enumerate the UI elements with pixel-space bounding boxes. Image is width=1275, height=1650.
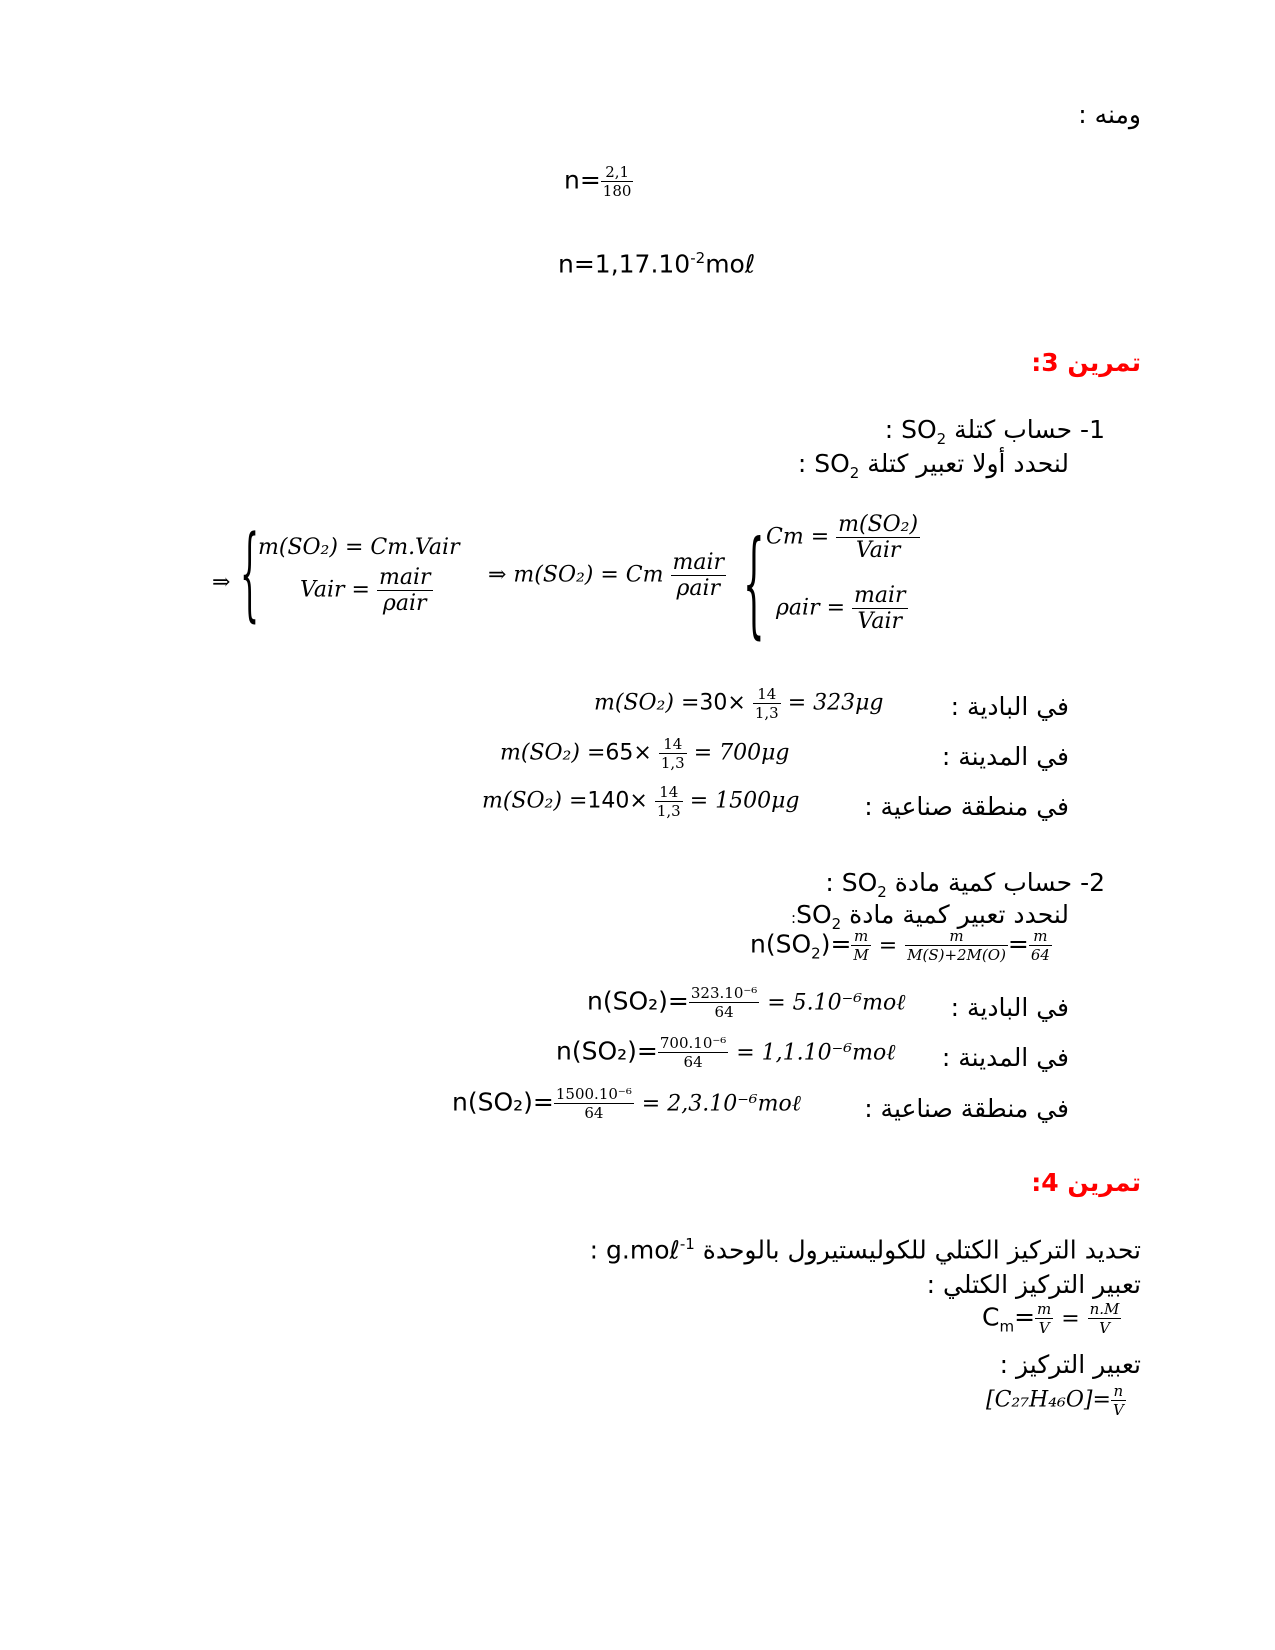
right-brace: { bbox=[743, 517, 765, 653]
exercise-3-title: تمرين 3: bbox=[1031, 348, 1141, 377]
n-result-exp: -2 bbox=[690, 249, 706, 267]
mole-den: 64 bbox=[584, 1104, 604, 1122]
mass-fraction bbox=[659, 735, 687, 772]
intro-text: ومنه : bbox=[1078, 100, 1141, 129]
cm-expression: $C_m=$ $\frac{m}{V}$ = $\frac{n.M}{V}$ bbox=[982, 1300, 1120, 1337]
mole-den: 64 bbox=[714, 1003, 734, 1021]
n-fraction-lhs: n= bbox=[564, 165, 601, 195]
conc-num: n bbox=[1111, 1382, 1126, 1401]
r2-den: Vair bbox=[857, 609, 903, 634]
mole-label-city: في المدينة : bbox=[941, 1043, 1069, 1072]
exercise-4-title: تمرين 4: bbox=[1031, 1168, 1141, 1197]
r2-lhs: ρair = bbox=[776, 595, 846, 621]
mass-coef: 30× bbox=[699, 690, 746, 716]
q2-end: : bbox=[825, 868, 842, 897]
system-mid bbox=[488, 550, 726, 601]
ex3-question-2 bbox=[825, 868, 1105, 901]
ex4-line1-end: : bbox=[589, 1235, 607, 1265]
ex4-line-1 bbox=[590, 1235, 1141, 1264]
mass-lhs: m(SO₂) = bbox=[482, 788, 588, 814]
r1-num: m(SO₂) bbox=[838, 512, 919, 537]
mole-formula-desert bbox=[587, 984, 905, 1021]
mass-num: 14 bbox=[655, 783, 683, 802]
mid-fraction bbox=[671, 550, 727, 601]
r2-num: mair bbox=[854, 583, 906, 608]
mole-formula-industrial bbox=[452, 1085, 801, 1122]
q1-text: 1- حساب كتلة SO bbox=[901, 415, 1105, 444]
cm-eq: = bbox=[1014, 1302, 1036, 1332]
mole-num: 323.10⁻⁶ bbox=[690, 984, 758, 1002]
mass-label-desert: في البادية : bbox=[950, 692, 1069, 721]
mass-den: 1,3 bbox=[656, 802, 681, 820]
ex4-line-3: تعبير التركيز : bbox=[999, 1350, 1141, 1379]
system-arrow: ⇒ bbox=[212, 570, 231, 595]
n-result-main: n=1,17.10 bbox=[558, 249, 691, 279]
r1-fraction bbox=[836, 512, 920, 563]
mole-fraction bbox=[658, 1034, 728, 1071]
n-fraction-formula bbox=[564, 163, 633, 200]
q2-f2-num: m bbox=[905, 927, 1008, 946]
mole-fraction bbox=[554, 1085, 634, 1122]
mole-num: 1500.10⁻⁶ bbox=[555, 1085, 632, 1103]
mass-formula-desert bbox=[594, 685, 884, 722]
mass-label-city: في المدينة : bbox=[941, 742, 1069, 771]
system-r2 bbox=[776, 583, 908, 634]
q1-sub: 2 bbox=[936, 430, 947, 448]
mass-formula-city bbox=[500, 735, 790, 772]
q2-f1-num: m bbox=[851, 927, 870, 946]
cm-lhs: C bbox=[982, 1302, 1000, 1332]
mass-result: = 700μg bbox=[693, 740, 790, 766]
r2-fraction bbox=[852, 583, 908, 634]
q2-f2-den: M(S)+2M(O) bbox=[907, 946, 1006, 964]
mole-den: 64 bbox=[683, 1053, 703, 1071]
q2-text: 2- حساب كمية مادة SO bbox=[841, 868, 1105, 897]
eq2-fraction bbox=[377, 565, 433, 616]
cm-lhs-sub: m bbox=[999, 1317, 1015, 1336]
mole-result: = 2,3.10⁻⁶moℓ bbox=[641, 1091, 801, 1117]
mole-num: 700.10⁻⁶ bbox=[659, 1034, 727, 1052]
cm-fraction-2 bbox=[1088, 1300, 1122, 1337]
mole-formula-city bbox=[556, 1034, 895, 1071]
ex4-line-2: تعبير التركيز الكتلي : bbox=[926, 1270, 1141, 1299]
ex3-question-1 bbox=[885, 415, 1105, 448]
mid-lhs: ⇒ m(SO₂) = Cm bbox=[488, 562, 664, 588]
r1-den: Vair bbox=[855, 538, 901, 563]
ex4-line1-text: تحديد التركيز الكتلي للكوليستيرول بالوحدة g.moℓ bbox=[606, 1235, 1141, 1265]
left-brace: { bbox=[240, 516, 260, 635]
system-eq2 bbox=[300, 565, 433, 616]
mole-result: = 5.10⁻⁶moℓ bbox=[767, 990, 906, 1016]
mass-fraction bbox=[753, 685, 781, 722]
conc-lhs: [C₂₇H₄₆O]= bbox=[986, 1387, 1111, 1413]
mole-lhs: n(SO₂)= bbox=[556, 1036, 658, 1066]
mass-den: 1,3 bbox=[660, 754, 685, 772]
q2-f3-num: m bbox=[1029, 927, 1052, 946]
mass-lhs: m(SO₂) = bbox=[594, 690, 700, 716]
q2-f1-den: M bbox=[853, 946, 869, 964]
q2-intro-text: لنحدد تعبير كمية مادة SO bbox=[796, 900, 1069, 929]
mole-fraction bbox=[689, 984, 759, 1021]
system-eq1: m(SO₂) = Cm.Vair bbox=[258, 535, 460, 560]
q2-expr-lhs-end: )= bbox=[820, 929, 852, 959]
q2-expr-sub: 2 bbox=[811, 944, 821, 963]
n-result bbox=[558, 249, 755, 278]
eq2-den: ρair bbox=[382, 591, 427, 616]
mass-num: 14 bbox=[753, 685, 781, 704]
system-r1 bbox=[766, 512, 920, 563]
eq2-num: mair bbox=[378, 565, 431, 590]
mole-label-industrial: في منطقة صناعية : bbox=[864, 1094, 1069, 1123]
q2-frac-3 bbox=[1029, 927, 1052, 964]
q2-expression: $n(SO_2)=$ $\frac{m}{M}$ = $\frac{m}{M(S)+2M(O)}$ = $\frac{m}{64}$ bbox=[750, 927, 1050, 964]
cm-fraction-1 bbox=[1035, 1300, 1053, 1337]
mass-coef: 65× bbox=[605, 740, 652, 766]
r1-lhs: Cm = bbox=[766, 524, 830, 550]
q2-expr-lhs: n(SO bbox=[750, 929, 812, 959]
mass-result: = 1500μg bbox=[689, 788, 800, 814]
cm-f2-num: n.M bbox=[1089, 1300, 1120, 1318]
ex4-line1-sup: -1 bbox=[679, 1235, 695, 1253]
mass-label-industrial: في منطقة صناعية : bbox=[864, 792, 1069, 821]
mid-den: ρair bbox=[676, 576, 721, 601]
conc-expression bbox=[986, 1382, 1126, 1419]
mole-label-desert: في البادية : bbox=[950, 993, 1069, 1022]
q2-intro-sub: 2 bbox=[831, 915, 842, 933]
conc-fraction bbox=[1111, 1382, 1126, 1419]
q1-intro-sub: 2 bbox=[849, 464, 860, 482]
n-fraction bbox=[601, 163, 634, 200]
n-fraction-num: 2,1 bbox=[601, 163, 634, 182]
mass-coef: 140× bbox=[587, 788, 648, 814]
n-fraction-den: 180 bbox=[602, 182, 632, 200]
eq2-lhs: Vair = bbox=[300, 577, 370, 603]
mass-fraction bbox=[655, 783, 683, 820]
mole-lhs: n(SO₂)= bbox=[452, 1087, 554, 1117]
conc-den: V bbox=[1112, 1401, 1124, 1419]
q2-f3-den: 64 bbox=[1030, 946, 1050, 964]
mass-result: = 323μg bbox=[787, 690, 884, 716]
cm-f2-den: V bbox=[1099, 1319, 1110, 1337]
n-result-unit: moℓ bbox=[705, 249, 756, 279]
mid-num: mair bbox=[672, 550, 725, 575]
q2-frac-2 bbox=[905, 927, 1008, 964]
q2-frac-1 bbox=[851, 927, 870, 964]
mass-den: 1,3 bbox=[754, 704, 779, 722]
q1-end: : bbox=[884, 415, 902, 444]
mole-lhs: n(SO₂)= bbox=[587, 986, 689, 1016]
q1-intro-text: لنحدد أولا تعبير كتلة SO bbox=[814, 449, 1069, 478]
ex3-q1-intro bbox=[798, 449, 1069, 482]
q2-sub: 2 bbox=[877, 883, 887, 901]
mass-formula-industrial bbox=[482, 783, 799, 820]
q1-intro-end: : bbox=[797, 449, 815, 478]
mass-num: 14 bbox=[659, 735, 687, 754]
cm-f1-den: V bbox=[1038, 1319, 1050, 1337]
mass-lhs: m(SO₂) = bbox=[500, 740, 606, 766]
cm-f1-num: m bbox=[1037, 1300, 1052, 1318]
mole-result: = 1,1.10⁻⁶moℓ bbox=[736, 1040, 896, 1066]
q2-intro-end: : bbox=[791, 909, 797, 927]
